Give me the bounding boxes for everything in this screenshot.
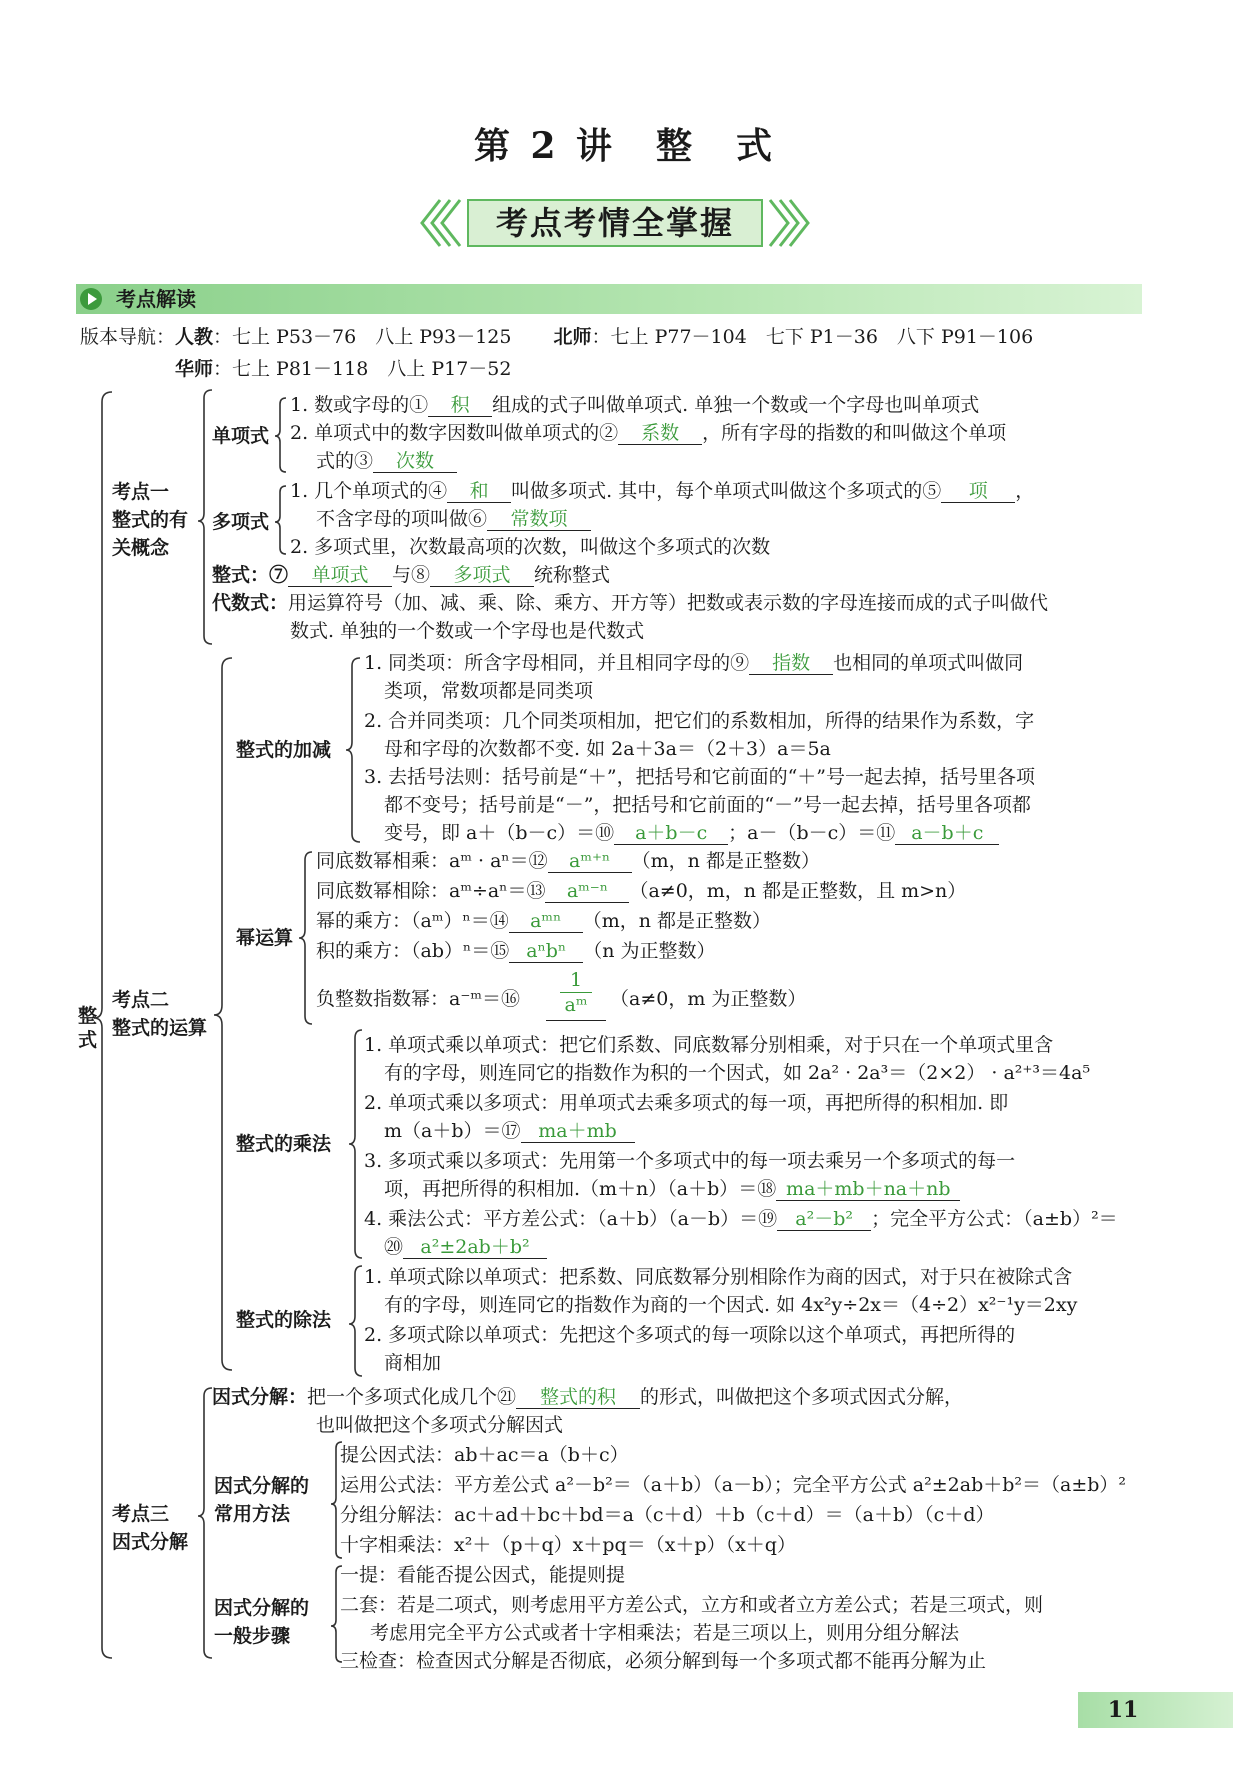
- steps-label-1: 因式分解的: [214, 1597, 310, 1619]
- text: 幂的乘方：（aᵐ）ⁿ＝⑭: [316, 910, 509, 932]
- text: m（a＋b）＝⑰: [384, 1120, 521, 1142]
- text: 1. 数或字母的①: [290, 394, 429, 416]
- fact-def-line-2: 也叫做把这个多项式分解因式: [316, 1414, 564, 1436]
- nav-renjiao-pages: ：七上 P53－76 八上 P93－125: [213, 326, 512, 348]
- text: 因式分解：: [212, 1386, 308, 1408]
- answer-1: 积: [428, 394, 492, 417]
- step-2-cont: 考虑用完全平方公式或者十字相乘法；若是三项以上，则用分组分解法: [370, 1622, 960, 1644]
- kp2-label-2: 整式的运算: [112, 1017, 208, 1039]
- answer-15: aⁿbⁿ: [509, 940, 583, 963]
- answer-16-underline: [546, 1020, 606, 1021]
- text: 统称整式: [534, 564, 611, 586]
- text: 代数式：: [212, 592, 289, 614]
- method-1: 提公因式法：ab＋ac＝a（b＋c）: [340, 1444, 629, 1466]
- answer-6: 常数项: [487, 508, 591, 531]
- div-line-4: 商相加: [384, 1352, 442, 1374]
- mul-line-5: 3. 多项式乘以多项式：先用第一个多项式中的每一项去乘另一个多项式的每一: [364, 1150, 1016, 1172]
- answer-10: a＋b－c: [614, 822, 728, 845]
- dxs-label: 单项式: [212, 425, 270, 447]
- method-3: 分组分解法：ac＋ad＋bc＋bd＝a（c＋d）＋b（c＋d）＝（a＋b）（c＋d）: [340, 1504, 995, 1526]
- mul-line-8: [384, 1234, 547, 1260]
- answer-18: ma＋mb＋na＋nb: [776, 1178, 960, 1201]
- answer-3: 次数: [373, 450, 457, 473]
- pow-line-1: [316, 848, 820, 874]
- kp1-label-3: 关概念: [112, 537, 170, 559]
- answer-17: ma＋mb: [521, 1120, 635, 1143]
- add-line-1: [364, 650, 1023, 676]
- text: （m，n 都是正整数）: [631, 850, 820, 872]
- add-line-3: 2. 合并同类项：几个同类项相加，把它们的系数相加，所得的结果作为系数，字: [364, 710, 1035, 732]
- text: 负整数指数幂：a⁻ᵐ＝⑯: [316, 988, 521, 1010]
- pow-line-3: [316, 908, 771, 934]
- text: （n 为正整数）: [583, 940, 716, 962]
- text: 2. 单项式中的数字因数叫做单项式的②: [290, 422, 619, 444]
- answer-11: a－b＋c: [895, 822, 999, 845]
- text: （a≠0，m，n 都是正整数，且 m>n）: [629, 880, 967, 902]
- text: 1. 同类项：所含字母相同，并且相同字母的⑨: [364, 652, 750, 674]
- fact-def-line-1: [212, 1384, 963, 1410]
- mul-line-7: [364, 1206, 1118, 1232]
- mul-line-2: 有的字母，则连同它的指数作为积的一个因式，如 2a² · 2a³＝（2×2） · a²⁺³＝4a⁵: [384, 1062, 1091, 1084]
- answer-16-numerator: 1: [560, 968, 592, 993]
- dxss-label: 多项式: [212, 511, 270, 533]
- zs-line: [212, 562, 610, 588]
- answer-13: aᵐ⁻ⁿ: [545, 880, 629, 903]
- mul-line-3: 2. 单项式乘以多项式：用单项式去乘多项式的每一项，再把所得的积相加. 即: [364, 1092, 1009, 1114]
- dxss-line-3: 2. 多项式里，次数最高项的次数，叫做这个多项式的次数: [290, 536, 771, 558]
- text: 与⑧: [392, 564, 431, 586]
- dxs-line-3: [316, 448, 457, 474]
- step-3: 三检查：检查因式分解是否彻底，必须分解到每一个多项式都不能再分解为止: [340, 1650, 987, 1672]
- dxs-line-2: [290, 420, 1006, 446]
- steps-label-2: 一般步骤: [214, 1625, 291, 1647]
- answer-14: aᵐⁿ: [509, 910, 583, 933]
- answer-7: 单项式: [288, 564, 392, 587]
- text: 变号，即 a＋（b－c）＝⑩: [384, 822, 615, 844]
- text: 1. 几个单项式的④: [290, 480, 448, 502]
- add-line-5: 3. 去括号法则：括号前是“＋”，把括号和它前面的“＋”号一起去掉，括号里各项: [364, 766, 1036, 788]
- answer-12: aᵐ⁺ⁿ: [548, 850, 632, 873]
- add-line-2: 类项，常数项都是同类项: [384, 680, 594, 702]
- text: 4. 乘法公式：平方差公式：（a＋b）（a－b）＝⑲: [364, 1208, 778, 1230]
- kp2-label-1: 考点二: [112, 989, 170, 1011]
- nav-beishi: 北师: [553, 326, 592, 348]
- text: 式的③: [316, 450, 374, 472]
- nav-huashi-pages: ：七上 P81－118 八上 P17－52: [213, 358, 512, 380]
- kp1-label-2: 整式的有: [112, 509, 189, 531]
- text: ⑳: [384, 1236, 404, 1258]
- div-line-3: 2. 多项式除以单项式：先把这个多项式的每一项除以这个单项式，再把所得的: [364, 1324, 1016, 1346]
- kp3-label-1: 考点三: [112, 1503, 170, 1525]
- pow-line-4: [316, 938, 716, 964]
- dsx-line-2: 数式. 单独的一个数或一个字母也是代数式: [290, 620, 645, 642]
- method-4: 十字相乘法：x²＋（p＋q）x＋pq＝（x＋p）（x＋q）: [340, 1534, 796, 1556]
- dxss-line-1: [290, 478, 1034, 504]
- answer-5: 项: [941, 480, 1015, 503]
- answer-4: 和: [447, 480, 511, 503]
- method-2: 运用公式法：平方差公式 a²－b²＝（a＋b）（a－b）；完全平方公式 a²±2ab＋b²＝（a±b）²: [340, 1474, 1127, 1496]
- pow-line-2: [316, 878, 966, 904]
- answer-8: 多项式: [430, 564, 534, 587]
- nav-huashi: 华师: [175, 358, 214, 380]
- text: 叫做多项式. 其中，每个单项式叫做这个多项式的⑤: [511, 480, 942, 502]
- add-line-6: 都不变号；括号前是“－”，把括号和它前面的“－”号一起去掉，括号里各项都: [384, 794, 1031, 816]
- banner-title: 考点考情全掌握: [495, 204, 734, 242]
- mul-line-6: [384, 1176, 960, 1202]
- pow-line-5: [316, 986, 520, 1012]
- nav-renjiao: 人教: [175, 326, 214, 348]
- answer-16-denominator: aᵐ: [564, 994, 588, 1016]
- kp1-label-1: 考点一: [112, 481, 170, 503]
- text: 用运算符号（加、减、乘、除、乘方、开方等）把数或表示数的字母连接而成的式子叫做代: [288, 592, 1049, 614]
- nav-beishi-pages: ：七上 P77－104 七下 P1－36 八下 P91－106: [591, 326, 1034, 348]
- answer-19: a²－b²: [777, 1208, 871, 1231]
- text: 同底数幂相乘：aᵐ · aⁿ＝⑫: [316, 850, 548, 872]
- answer-16-fraction: [546, 968, 606, 1017]
- mul-line-1: 1. 单项式乘以单项式：把它们系数、同底数幂分别相乘，对于只在一个单项式里含: [364, 1034, 1054, 1056]
- methods-label-1: 因式分解的: [214, 1475, 310, 1497]
- mul-label: 整式的乘法: [236, 1133, 332, 1155]
- kp3-label-2: 因式分解: [112, 1531, 189, 1553]
- text: （m，n 都是正整数）: [582, 910, 771, 932]
- text: ；完全平方公式：（a±b）²＝: [871, 1208, 1118, 1230]
- answer-2: 系数: [618, 422, 702, 445]
- dxss-line-2: [316, 506, 591, 532]
- pow-label: 幂运算: [236, 927, 294, 949]
- div-line-1: 1. 单项式除以单项式：把系数、同底数幂分别相除作为商的因式，对于只在被除式含: [364, 1266, 1073, 1288]
- section-label: 考点解读: [116, 287, 196, 311]
- step-1: 一提：看能否提公因式，能提则提: [340, 1564, 626, 1586]
- text: 同底数幂相除：aᵐ÷aⁿ＝⑬: [316, 880, 546, 902]
- dsx-line-1: [212, 590, 1048, 616]
- text: ，: [1015, 480, 1035, 502]
- mul-line-4: [384, 1118, 635, 1144]
- text: 积的乘方：（ab）ⁿ＝⑮: [316, 940, 510, 962]
- text: 项，再把所得的积相加.（m＋n）（a＋b）＝⑱: [384, 1178, 777, 1200]
- answer-9: 指数: [749, 652, 833, 675]
- text: ；a－（b－c）＝⑪: [728, 822, 896, 844]
- answer-20: a²±2ab＋b²: [403, 1236, 547, 1259]
- root-label: 整式: [78, 1005, 98, 1051]
- text: ，所有字母的指数的和叫做这个单项: [702, 422, 1007, 444]
- add-line-7: [384, 820, 999, 846]
- text: 整式：⑦: [212, 564, 289, 586]
- page-title: 第 2 讲 整 式: [473, 125, 777, 167]
- methods-label-2: 常用方法: [214, 1503, 291, 1525]
- answer-21: 整式的积: [516, 1386, 640, 1409]
- div-label: 整式的除法: [236, 1309, 332, 1331]
- text: 不含字母的项叫做⑥: [316, 508, 488, 530]
- text: 把一个多项式化成几个㉑: [307, 1386, 517, 1408]
- pow-line-5-cond: （a≠0，m 为正整数）: [610, 988, 807, 1010]
- page-number: 11: [1107, 1697, 1139, 1723]
- dxs-line-1: [290, 392, 979, 418]
- text: 的形式，叫做把这个多项式因式分解，: [640, 1386, 964, 1408]
- text: 组成的式子叫做单项式. 单独一个数或一个字母也叫单项式: [492, 394, 980, 416]
- div-line-2: 有的字母，则连同它的指数作为商的一个因式. 如 4x²y÷2x＝（4÷2）x²⁻¹y＝2xy: [384, 1294, 1078, 1316]
- add-line-4: 母和字母的次数都不变. 如 2a＋3a＝（2＋3）a＝5a: [384, 738, 831, 760]
- step-2: 二套：若是二项式，则考虑用平方差公式，立方和或者立方差公式；若是三项式，则: [340, 1594, 1044, 1616]
- add-label: 整式的加减: [236, 739, 332, 761]
- text: 也相同的单项式叫做同: [833, 652, 1024, 674]
- nav-prefix: 版本导航：: [80, 326, 176, 348]
